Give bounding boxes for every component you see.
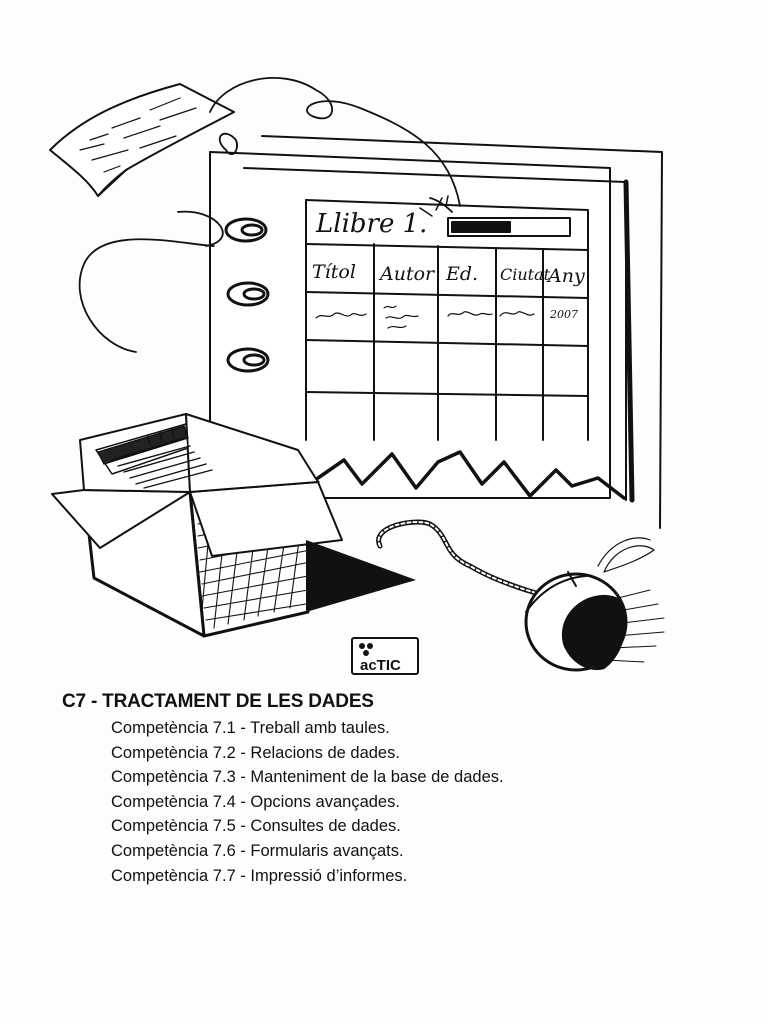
competency-title: Manteniment de la base de dades. [250, 768, 504, 787]
flying-paper [50, 84, 234, 196]
competency-code: Competència 7.4 [111, 792, 236, 811]
header-cell: Títol [312, 261, 356, 283]
header-cell: Any [548, 265, 585, 287]
competency-item [111, 765, 504, 790]
competency-separator: - [235, 743, 251, 762]
competency-item [111, 814, 504, 839]
competency-code: Competència 7.2 [111, 743, 236, 762]
competency-code: Competència 7.5 [111, 817, 236, 836]
competency-code: Competència 7.7 [111, 866, 236, 885]
competency-separator: - [235, 817, 251, 836]
notebook-title: Llibre 1. [316, 209, 428, 239]
competency-code: Competència 7.1 [111, 719, 236, 737]
table-cell-year: 2007 [550, 308, 578, 321]
competency-item [111, 864, 504, 889]
competency-title: Treball amb taules. [250, 719, 390, 737]
header-cell: Autor [380, 263, 435, 285]
computer-mouse [379, 522, 664, 670]
actic-logo-text: acTIC [360, 657, 401, 674]
competency-separator: - [235, 719, 251, 737]
competency-separator: - [235, 792, 251, 811]
competency-separator: - [235, 841, 251, 860]
competency-item [111, 741, 504, 766]
competency-code: Competència 7.3 [111, 768, 236, 787]
competency-title: Relacions de dades. [250, 743, 400, 762]
chapter-heading: C7 - TRACTAMENT DE LES DADES [62, 691, 374, 712]
header-cell: Ed. [446, 263, 479, 285]
competency-title: Consultes de dades. [250, 817, 401, 836]
header-cell: Ciutat [500, 265, 551, 284]
actic-logo [352, 638, 418, 674]
competency-title: Impressió d’informes. [250, 866, 408, 885]
competency-title: Opcions avançades. [250, 792, 400, 811]
competency-separator: - [235, 768, 251, 787]
handwritten-title [315, 209, 427, 239]
competency-list [111, 716, 504, 888]
competency-separator: - [235, 866, 251, 885]
competency-title: Formularis avançats. [250, 841, 404, 860]
competency-item [111, 839, 504, 864]
competency-code: Competència 7.6 [111, 841, 236, 860]
box-shadow [306, 540, 416, 612]
competency-item [111, 716, 504, 741]
competency-item [111, 790, 504, 815]
